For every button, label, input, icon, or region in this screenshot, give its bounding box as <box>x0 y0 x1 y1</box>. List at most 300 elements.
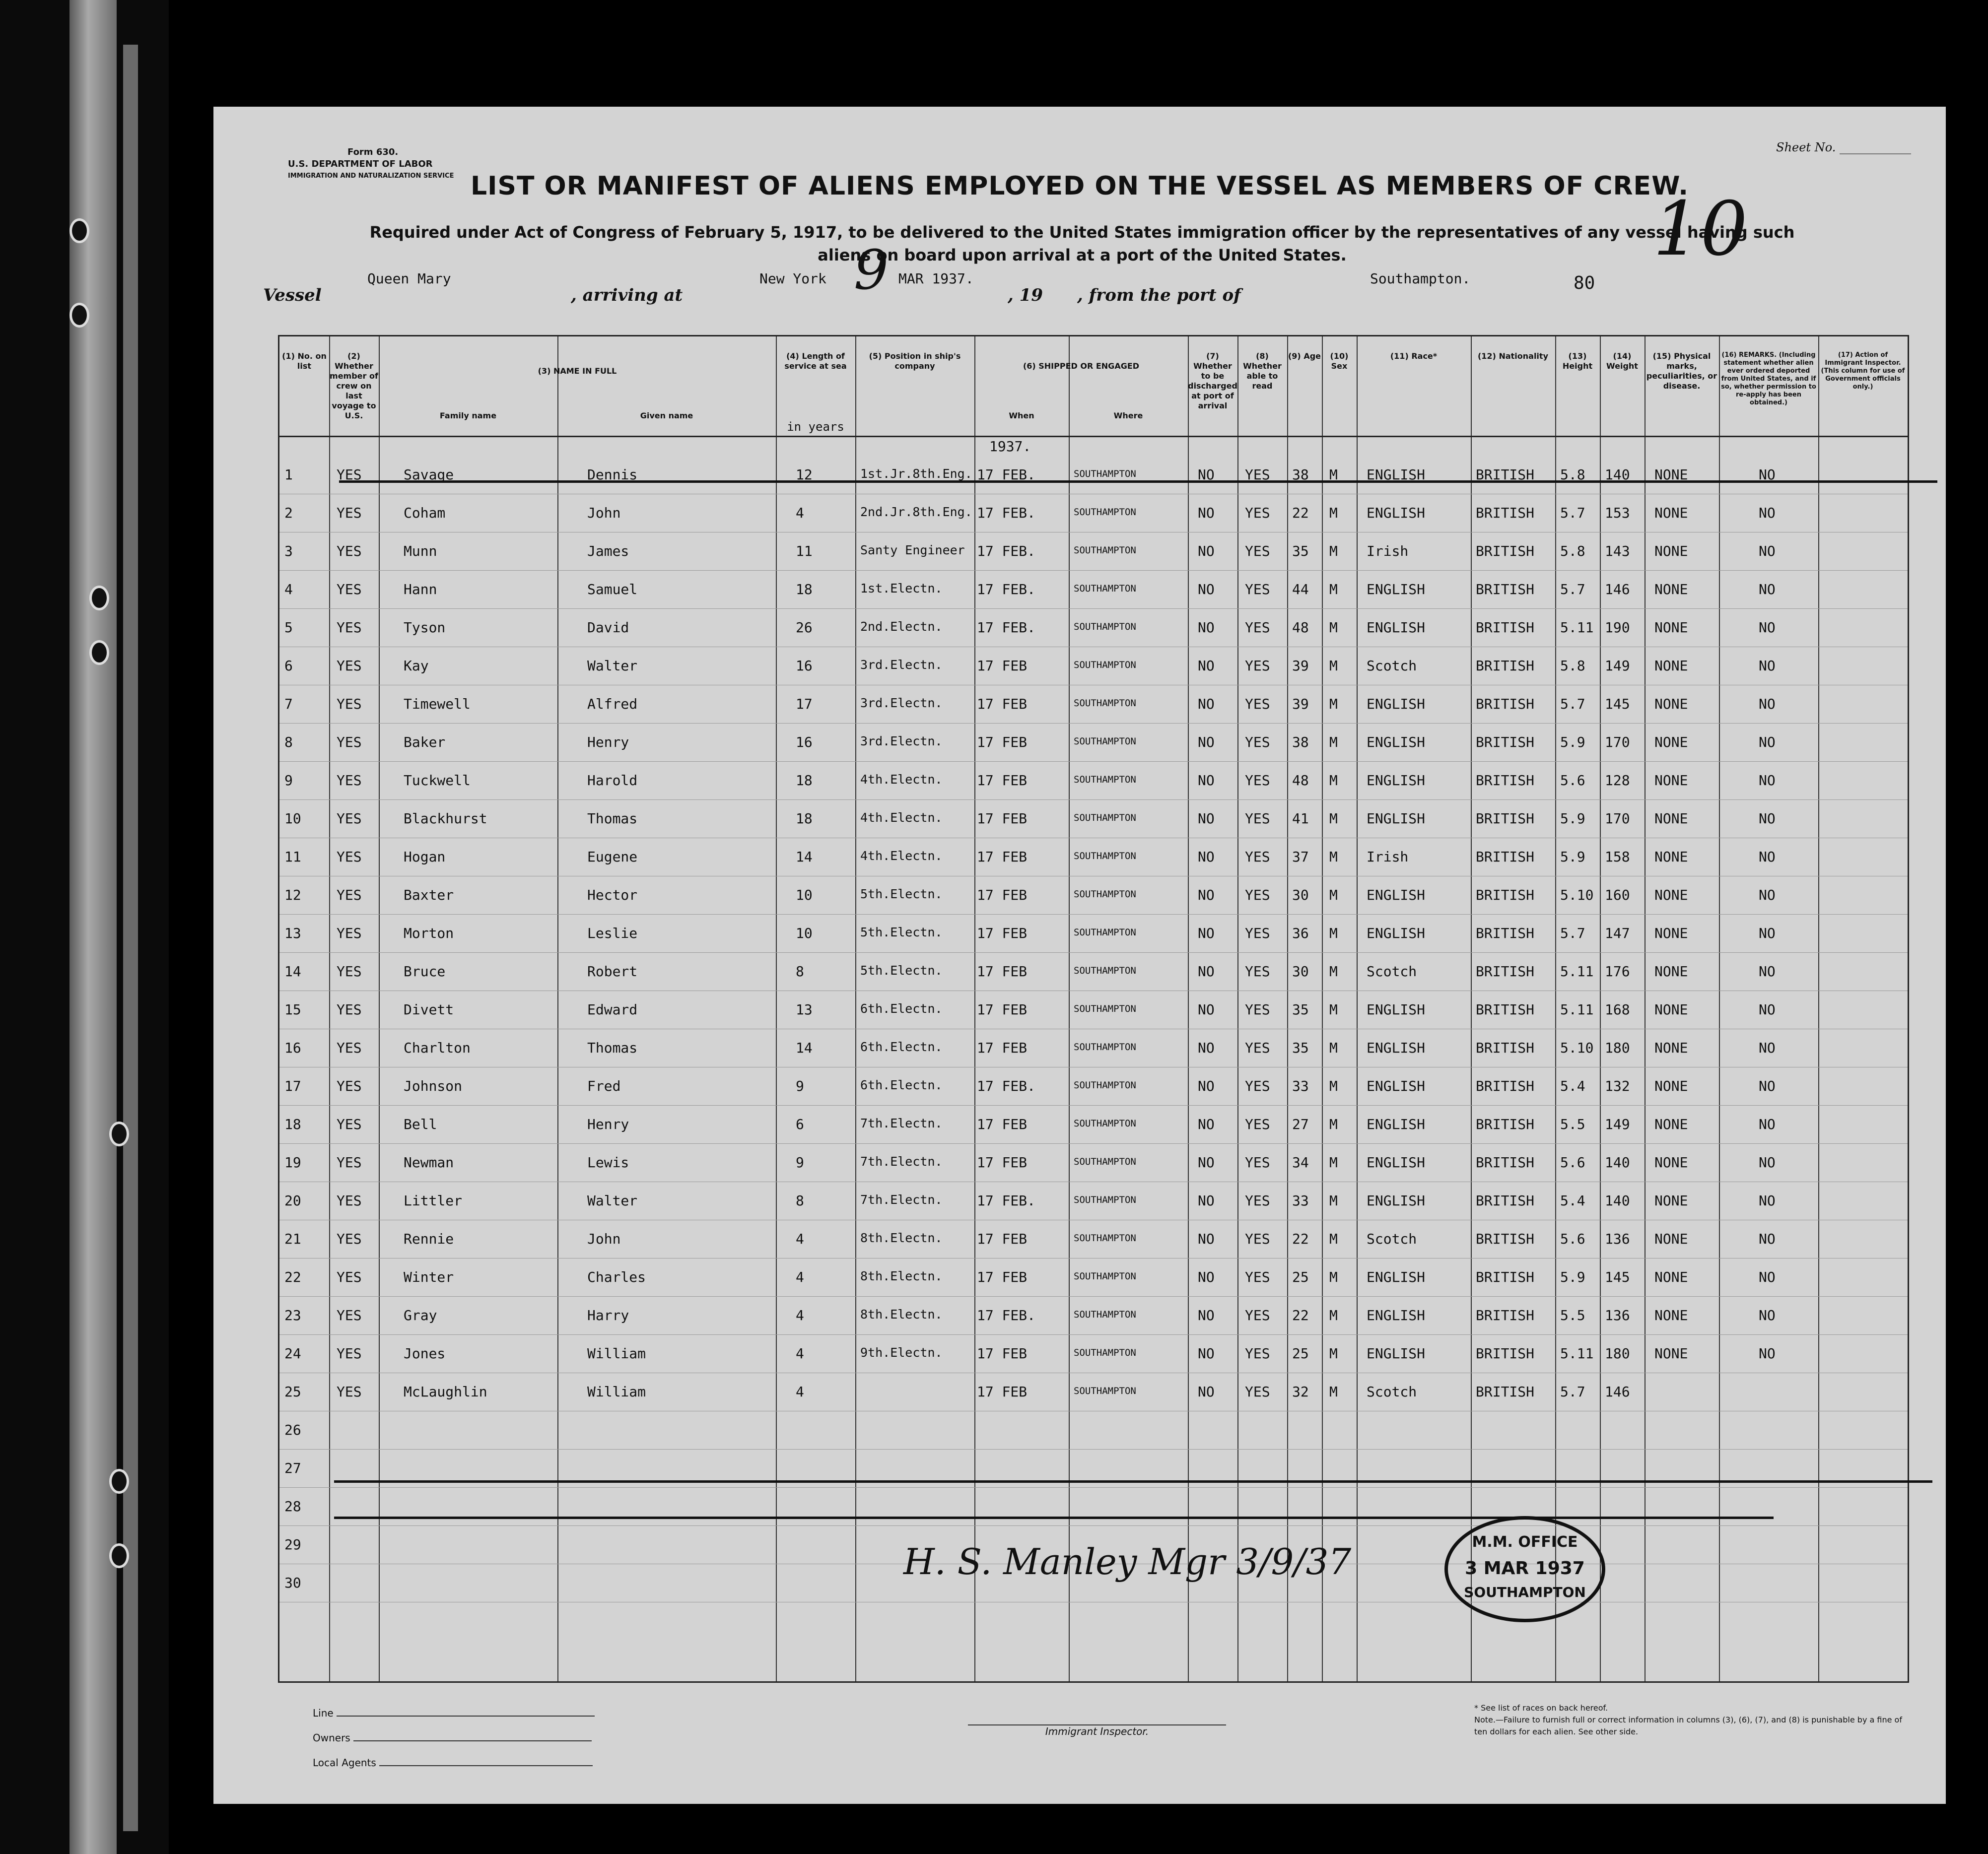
cell-service-years: 9 <box>796 1154 804 1171</box>
header-shipped: (6) SHIPPED OR ENGAGED <box>1023 361 1140 371</box>
cell-discharged: NO <box>1198 887 1215 903</box>
cell-shipped-when: 17 FEB. <box>977 1078 1036 1094</box>
cell-last-voyage: YES <box>337 810 362 827</box>
cell-last-voyage: YES <box>337 963 362 980</box>
cell-family-name: Morton <box>404 925 454 941</box>
cell-able-to-read: YES <box>1245 772 1270 789</box>
cell-weight: 180 <box>1605 1040 1630 1056</box>
cell-race: ENGLISH <box>1367 1345 1426 1362</box>
cell-sex: M <box>1329 849 1338 865</box>
header-inspector-action: (17) Action of Immigrant Inspector. (This column for use of Government officials only.) <box>1821 351 1905 391</box>
cell-sex: M <box>1329 810 1338 827</box>
cell-service-years: 9 <box>796 1078 804 1094</box>
cell-service-years: 8 <box>796 963 804 980</box>
cell-remarks: NO <box>1759 1078 1776 1094</box>
cell-age: 36 <box>1292 925 1309 941</box>
strike-line-row-1 <box>339 480 1937 483</box>
cell-position: 9th.Electn. <box>860 1345 943 1360</box>
cell-race: ENGLISH <box>1367 810 1426 827</box>
cell-age: 22 <box>1292 1231 1309 1247</box>
cell-weight: 140 <box>1605 466 1630 483</box>
cell-shipped-when: 17 FEB. <box>977 581 1036 597</box>
cell-able-to-read: YES <box>1245 581 1270 597</box>
footer-owners: Owners <box>313 1732 592 1744</box>
cell-family-name: Baxter <box>404 887 454 903</box>
cell-shipped-when: 17 FEB <box>977 1040 1028 1056</box>
cell-shipped-when: 17 FEB. <box>977 1307 1036 1324</box>
cell-service-years: 16 <box>796 734 813 750</box>
cell-discharged: NO <box>1198 734 1215 750</box>
cell-shipped-where: SOUTHAMPTON <box>1074 1233 1136 1244</box>
arriving-label: , arriving at <box>571 285 683 305</box>
punch-hole <box>109 1122 129 1146</box>
cell-age: 27 <box>1292 1116 1309 1132</box>
cell-given-name: Henry <box>587 734 629 750</box>
cell-sex: M <box>1329 696 1338 712</box>
cell-discharged: NO <box>1198 772 1215 789</box>
cell-able-to-read: YES <box>1245 466 1270 483</box>
cell-physical-marks: NONE <box>1654 1192 1688 1209</box>
cell-service-years: 18 <box>796 581 813 597</box>
cell-race: Scotch <box>1367 963 1417 980</box>
cell-list-no: 24 <box>284 1345 301 1362</box>
cell-height: 5.7 <box>1560 1384 1585 1400</box>
cell-race: ENGLISH <box>1367 1001 1426 1018</box>
service: IMMIGRATION AND NATURALIZATION SERVICE <box>288 172 454 180</box>
cell-list-no: 7 <box>284 696 293 712</box>
cell-remarks: NO <box>1759 925 1776 941</box>
cell-last-voyage: YES <box>337 581 362 597</box>
cell-shipped-where: SOUTHAMPTON <box>1074 889 1136 900</box>
cell-shipped-where: SOUTHAMPTON <box>1074 965 1136 976</box>
cell-nationality: BRITISH <box>1476 696 1535 712</box>
cell-physical-marks: NONE <box>1654 1269 1688 1285</box>
cell-remarks: NO <box>1759 734 1776 750</box>
cell-shipped-where: SOUTHAMPTON <box>1074 1003 1136 1014</box>
cell-race: ENGLISH <box>1367 696 1426 712</box>
cell-sex: M <box>1329 734 1338 750</box>
form-number: Form 630. <box>347 147 399 157</box>
cell-age: 32 <box>1292 1384 1309 1400</box>
cell-family-name: Blackhurst <box>404 810 487 827</box>
cell-list-no: 12 <box>284 887 301 903</box>
footer-agents: Local Agents <box>313 1757 593 1769</box>
header-sex: (10) Sex <box>1330 351 1349 371</box>
cell-remarks: NO <box>1759 696 1776 712</box>
cell-weight: 143 <box>1605 543 1630 559</box>
cell-able-to-read: YES <box>1245 1269 1270 1285</box>
cell-height: 5.9 <box>1560 849 1585 865</box>
cell-shipped-when: 17 FEB <box>977 1231 1028 1247</box>
cell-discharged: NO <box>1198 1269 1215 1285</box>
cell-weight: 158 <box>1605 849 1630 865</box>
cell-sex: M <box>1329 1384 1338 1400</box>
cell-physical-marks: NONE <box>1654 658 1688 674</box>
handwritten-signature: H. S. Manley Mgr 3/9/37 <box>903 1541 1352 1583</box>
cell-list-no: 6 <box>284 658 293 674</box>
cell-remarks: NO <box>1759 1192 1776 1209</box>
cell-nationality: BRITISH <box>1476 925 1535 941</box>
cell-given-name: Harry <box>587 1307 629 1324</box>
cell-last-voyage: YES <box>337 466 362 483</box>
cell-age: 30 <box>1292 887 1309 903</box>
cell-race: ENGLISH <box>1367 505 1426 521</box>
cell-shipped-when: 17 FEB <box>977 887 1028 903</box>
cell-sex: M <box>1329 1269 1338 1285</box>
cell-remarks: NO <box>1759 1040 1776 1056</box>
cell-service-years: 4 <box>796 1231 804 1247</box>
cell-position: 5th.Electn. <box>860 963 943 978</box>
header-physical-marks: (15) Physical marks, peculiarities, or disease. <box>1646 351 1717 391</box>
cell-weight: 136 <box>1605 1231 1630 1247</box>
cell-family-name: Coham <box>404 505 446 521</box>
cell-shipped-where: SOUTHAMPTON <box>1074 927 1136 938</box>
header-position: (5) Position in ship's company <box>869 351 961 371</box>
header-nationality: (12) Nationality <box>1477 351 1548 361</box>
empty-row-number: 28 <box>284 1498 301 1515</box>
cell-list-no: 14 <box>284 963 301 980</box>
cell-race: Scotch <box>1367 1384 1417 1400</box>
cell-list-no: 17 <box>284 1078 301 1094</box>
cell-able-to-read: YES <box>1245 1345 1270 1362</box>
cell-weight: 146 <box>1605 1384 1630 1400</box>
cell-weight: 153 <box>1605 505 1630 521</box>
office-stamp: M.M. OFFICE 3 MAR 1937 SOUTHAMPTON <box>1444 1516 1605 1622</box>
cell-position: 6th.Electn. <box>860 1001 943 1016</box>
cell-family-name: Munn <box>404 543 437 559</box>
cell-given-name: Hector <box>587 887 638 903</box>
cell-position: 6th.Electn. <box>860 1040 943 1054</box>
cell-discharged: NO <box>1198 1116 1215 1132</box>
cell-physical-marks: NONE <box>1654 1154 1688 1171</box>
cell-family-name: Winter <box>404 1269 454 1285</box>
cell-age: 48 <box>1292 619 1309 636</box>
cell-discharged: NO <box>1198 810 1215 827</box>
cell-height: 5.8 <box>1560 466 1585 483</box>
cell-list-no: 2 <box>284 505 293 521</box>
cell-list-no: 1 <box>284 466 293 483</box>
header-remarks: (16) REMARKS. (Including statement whether alien ever ordered deported from United States, and if so, whether permission to re-apply has been obtained.) <box>1721 351 1816 406</box>
cell-last-voyage: YES <box>337 543 362 559</box>
cell-shipped-when: 17 FEB. <box>977 1192 1036 1209</box>
header-name: (3) NAME IN FULL <box>538 366 617 376</box>
cell-service-years: 18 <box>796 810 813 827</box>
cell-shipped-where: SOUTHAMPTON <box>1074 1309 1136 1320</box>
cell-service-years: 12 <box>796 466 813 483</box>
cell-age: 34 <box>1292 1154 1309 1171</box>
cell-nationality: BRITISH <box>1476 849 1535 865</box>
cell-physical-marks: NONE <box>1654 1040 1688 1056</box>
cell-shipped-where: SOUTHAMPTON <box>1074 774 1136 785</box>
cell-shipped-when: 17 FEB <box>977 963 1028 980</box>
cell-age: 33 <box>1292 1078 1309 1094</box>
cell-sex: M <box>1329 543 1338 559</box>
cell-race: ENGLISH <box>1367 619 1426 636</box>
cell-discharged: NO <box>1198 1154 1215 1171</box>
cell-position: 7th.Electn. <box>860 1154 943 1169</box>
arrival-port: New York <box>759 270 826 287</box>
cell-shipped-where: SOUTHAMPTON <box>1074 583 1136 594</box>
cell-sex: M <box>1329 619 1338 636</box>
cell-height: 5.11 <box>1560 1001 1594 1018</box>
cell-position: 1st.Jr.8th.Eng. <box>860 466 972 481</box>
cell-physical-marks: NONE <box>1654 810 1688 827</box>
cell-shipped-where: SOUTHAMPTON <box>1074 1271 1136 1282</box>
cell-last-voyage: YES <box>337 1384 362 1400</box>
cell-race: ENGLISH <box>1367 1269 1426 1285</box>
cell-weight: 128 <box>1605 772 1630 789</box>
cell-last-voyage: YES <box>337 1116 362 1132</box>
cell-sex: M <box>1329 1040 1338 1056</box>
cell-family-name: Gray <box>404 1307 437 1324</box>
punch-hole <box>89 586 109 610</box>
cell-service-years: 14 <box>796 849 813 865</box>
header-given-name: Given name <box>640 411 693 420</box>
cell-age: 22 <box>1292 505 1309 521</box>
cell-family-name: Timewell <box>404 696 471 712</box>
cell-list-no: 21 <box>284 1231 301 1247</box>
cell-able-to-read: YES <box>1245 505 1270 521</box>
cell-discharged: NO <box>1198 1307 1215 1324</box>
inspector-label: Immigrant Inspector. <box>968 1724 1226 1737</box>
cell-remarks: NO <box>1759 772 1776 789</box>
cell-shipped-when: 17 FEB <box>977 1345 1028 1362</box>
cell-last-voyage: YES <box>337 1269 362 1285</box>
cell-sex: M <box>1329 1078 1338 1094</box>
cell-height: 5.5 <box>1560 1307 1585 1324</box>
header-read: (8) Whether able to read <box>1243 351 1282 391</box>
cell-given-name: John <box>587 1231 621 1247</box>
cell-position: 3rd.Electn. <box>860 658 943 672</box>
empty-row-number: 27 <box>284 1460 301 1476</box>
cell-family-name: Charlton <box>404 1040 471 1056</box>
cell-family-name: Littler <box>404 1192 463 1209</box>
cell-physical-marks: NONE <box>1654 887 1688 903</box>
vessel-name: Queen Mary <box>367 270 451 287</box>
cell-nationality: BRITISH <box>1476 1040 1535 1056</box>
cell-shipped-when: 17 FEB <box>977 810 1028 827</box>
cell-age: 48 <box>1292 772 1309 789</box>
cell-sex: M <box>1329 658 1338 674</box>
cell-able-to-read: YES <box>1245 963 1270 980</box>
cell-discharged: NO <box>1198 963 1215 980</box>
cell-physical-marks: NONE <box>1654 505 1688 521</box>
cell-shipped-where: SOUTHAMPTON <box>1074 812 1136 823</box>
cell-position: 3rd.Electn. <box>860 734 943 748</box>
cell-given-name: William <box>587 1384 646 1400</box>
cell-list-no: 18 <box>284 1116 301 1132</box>
cell-height: 5.10 <box>1560 1040 1594 1056</box>
cell-weight: 190 <box>1605 619 1630 636</box>
cell-able-to-read: YES <box>1245 1001 1270 1018</box>
cell-last-voyage: YES <box>337 658 362 674</box>
cell-given-name: Eugene <box>587 849 638 865</box>
cell-nationality: BRITISH <box>1476 1269 1535 1285</box>
cell-list-no: 16 <box>284 1040 301 1056</box>
cell-shipped-where: SOUTHAMPTON <box>1074 1386 1136 1396</box>
cell-shipped-when: 17 FEB. <box>977 466 1036 483</box>
cell-list-no: 13 <box>284 925 301 941</box>
cell-age: 35 <box>1292 543 1309 559</box>
cell-remarks: NO <box>1759 963 1776 980</box>
cell-last-voyage: YES <box>337 1154 362 1171</box>
cell-remarks: NO <box>1759 1116 1776 1132</box>
cell-position: 2nd.Electn. <box>860 619 943 634</box>
cell-height: 5.6 <box>1560 772 1585 789</box>
cell-family-name: Jones <box>404 1345 446 1362</box>
header-discharged: (7) Whether to be discharged at port of arrival <box>1188 351 1237 410</box>
cell-discharged: NO <box>1198 466 1215 483</box>
cell-nationality: BRITISH <box>1476 1307 1535 1324</box>
strike-line-row-25 <box>334 1517 1774 1519</box>
cell-position: 2nd.Jr.8th.Eng. <box>860 505 972 519</box>
cell-sex: M <box>1329 1307 1338 1324</box>
cell-last-voyage: YES <box>337 1078 362 1094</box>
cell-physical-marks: NONE <box>1654 963 1688 980</box>
cell-race: Scotch <box>1367 658 1417 674</box>
cell-nationality: BRITISH <box>1476 619 1535 636</box>
cell-able-to-read: YES <box>1245 734 1270 750</box>
cell-last-voyage: YES <box>337 887 362 903</box>
cell-sex: M <box>1329 963 1338 980</box>
cell-age: 33 <box>1292 1192 1309 1209</box>
cell-given-name: Walter <box>587 658 638 674</box>
cell-nationality: BRITISH <box>1476 1154 1535 1171</box>
cell-position: 5th.Electn. <box>860 925 943 939</box>
header-race: (11) Race* <box>1390 351 1438 361</box>
footer-line: Line <box>313 1707 595 1719</box>
cell-family-name: Johnson <box>404 1078 463 1094</box>
cell-family-name: Hogan <box>404 849 446 865</box>
cell-race: Irish <box>1367 543 1409 559</box>
cell-last-voyage: YES <box>337 1307 362 1324</box>
cell-given-name: Charles <box>587 1269 646 1285</box>
cell-shipped-where: SOUTHAMPTON <box>1074 1156 1136 1167</box>
cell-race: ENGLISH <box>1367 734 1426 750</box>
cell-physical-marks: NONE <box>1654 849 1688 865</box>
cell-nationality: BRITISH <box>1476 1231 1535 1247</box>
cell-physical-marks: NONE <box>1654 581 1688 597</box>
cell-family-name: Baker <box>404 734 446 750</box>
cell-discharged: NO <box>1198 1231 1215 1247</box>
cell-physical-marks: NONE <box>1654 1078 1688 1094</box>
cell-shipped-where: SOUTHAMPTON <box>1074 1118 1136 1129</box>
cell-service-years: 10 <box>796 887 813 903</box>
cell-list-no: 8 <box>284 734 293 750</box>
cell-last-voyage: YES <box>337 1040 362 1056</box>
cell-discharged: NO <box>1198 1040 1215 1056</box>
cell-service-years: 14 <box>796 1040 813 1056</box>
cell-race: ENGLISH <box>1367 1078 1426 1094</box>
cell-last-voyage: YES <box>337 696 362 712</box>
cell-able-to-read: YES <box>1245 1116 1270 1132</box>
cell-sex: M <box>1329 1192 1338 1209</box>
cell-remarks: NO <box>1759 1001 1776 1018</box>
cell-service-years: 4 <box>796 505 804 521</box>
cell-nationality: BRITISH <box>1476 963 1535 980</box>
cell-service-years: 6 <box>796 1116 804 1132</box>
cell-remarks: NO <box>1759 505 1776 521</box>
cell-physical-marks: NONE <box>1654 1345 1688 1362</box>
cell-family-name: Hann <box>404 581 437 597</box>
cell-position: 4th.Electn. <box>860 810 943 825</box>
cell-last-voyage: YES <box>337 925 362 941</box>
cell-remarks: NO <box>1759 1307 1776 1324</box>
cell-race: ENGLISH <box>1367 887 1426 903</box>
from-label: , from the port of <box>1077 285 1241 305</box>
cell-remarks: NO <box>1759 887 1776 903</box>
cell-position: 8th.Electn. <box>860 1269 943 1283</box>
cell-shipped-where: SOUTHAMPTON <box>1074 1347 1136 1358</box>
strike-line-row-24 <box>334 1480 1932 1483</box>
cell-sex: M <box>1329 466 1338 483</box>
cell-age: 39 <box>1292 658 1309 674</box>
cell-nationality: BRITISH <box>1476 1001 1535 1018</box>
from-port: Southampton. <box>1370 270 1471 287</box>
cell-weight: 145 <box>1605 696 1630 712</box>
cell-service-years: 26 <box>796 619 813 636</box>
cell-remarks: NO <box>1759 1269 1776 1285</box>
cell-race: ENGLISH <box>1367 1040 1426 1056</box>
cell-given-name: Robert <box>587 963 638 980</box>
cell-remarks: NO <box>1759 658 1776 674</box>
cell-height: 5.7 <box>1560 925 1585 941</box>
cell-height: 5.5 <box>1560 1116 1585 1132</box>
cell-family-name: Savage <box>404 466 454 483</box>
cell-shipped-where: SOUTHAMPTON <box>1074 1194 1136 1205</box>
cell-shipped-where: SOUTHAMPTON <box>1074 507 1136 518</box>
header-service: (4) Length of service at sea <box>784 351 847 371</box>
cell-service-years: 4 <box>796 1269 804 1285</box>
cell-list-no: 20 <box>284 1192 301 1209</box>
cell-service-years: 4 <box>796 1345 804 1362</box>
cell-able-to-read: YES <box>1245 696 1270 712</box>
manifest-title: LIST OR MANIFEST OF ALIENS EMPLOYED ON THE VESSEL AS MEMBERS OF CREW. <box>471 171 1689 201</box>
cell-physical-marks: NONE <box>1654 619 1688 636</box>
cell-service-years: 4 <box>796 1307 804 1324</box>
cell-position: 1st.Electn. <box>860 581 943 596</box>
cell-race: ENGLISH <box>1367 581 1426 597</box>
cell-nationality: BRITISH <box>1476 1078 1535 1094</box>
cell-weight: 170 <box>1605 734 1630 750</box>
cell-height: 5.6 <box>1560 1154 1585 1171</box>
cell-age: 25 <box>1292 1269 1309 1285</box>
cell-given-name: Thomas <box>587 810 638 827</box>
cell-shipped-when: 17 FEB. <box>977 619 1036 636</box>
cell-shipped-where: SOUTHAMPTON <box>1074 851 1136 861</box>
cell-shipped-where: SOUTHAMPTON <box>1074 698 1136 709</box>
cell-age: 30 <box>1292 963 1309 980</box>
cell-able-to-read: YES <box>1245 1192 1270 1209</box>
cell-height: 5.7 <box>1560 505 1585 521</box>
cell-sex: M <box>1329 772 1338 789</box>
cell-height: 5.7 <box>1560 581 1585 597</box>
cell-shipped-where: SOUTHAMPTON <box>1074 621 1136 632</box>
cell-service-years: 18 <box>796 772 813 789</box>
cell-height: 5.11 <box>1560 619 1594 636</box>
cell-height: 5.4 <box>1560 1078 1585 1094</box>
manifest-page <box>213 107 1946 1804</box>
cell-nationality: BRITISH <box>1476 466 1535 483</box>
cell-family-name: Tuckwell <box>404 772 471 789</box>
cell-height: 5.9 <box>1560 1269 1585 1285</box>
cell-able-to-read: YES <box>1245 543 1270 559</box>
header-last-voyage: (2) Whether member of crew on last voyage to U.S. <box>330 351 378 420</box>
cell-shipped-when: 17 FEB <box>977 1001 1028 1018</box>
cell-discharged: NO <box>1198 1384 1215 1400</box>
cell-height: 5.10 <box>1560 887 1594 903</box>
cell-age: 22 <box>1292 1307 1309 1324</box>
